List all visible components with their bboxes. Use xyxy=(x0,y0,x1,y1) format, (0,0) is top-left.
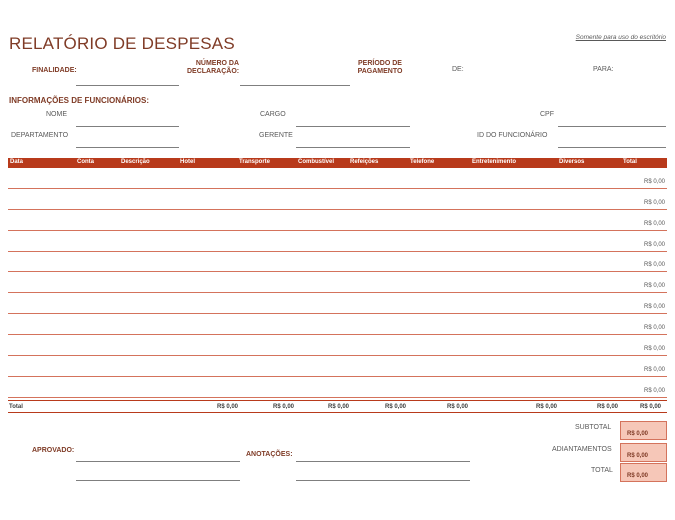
table-row[interactable] xyxy=(8,252,667,273)
total-label: TOTAL xyxy=(591,467,613,474)
payment-period-label-1: PERÍODO DE xyxy=(358,60,402,67)
approved-label: APROVADO: xyxy=(32,447,75,454)
subtotal-value: R$ 0,00 xyxy=(627,431,649,437)
col-meals: Refeições xyxy=(350,159,379,165)
total-grand: R$ 0,00 xyxy=(640,403,662,410)
row-total: R$ 0,00 xyxy=(643,178,665,185)
table-row[interactable] xyxy=(8,335,667,356)
name-field[interactable] xyxy=(76,126,179,127)
subtotal-label: SUBTOTAL xyxy=(575,424,612,431)
total-hotel: R$ 0,00 xyxy=(217,403,239,410)
table-row[interactable] xyxy=(8,210,667,231)
position-label: CARGO xyxy=(260,111,286,118)
totals-label: Total xyxy=(9,403,23,410)
approved-field-1[interactable] xyxy=(76,461,240,462)
table-row[interactable] xyxy=(8,314,667,335)
col-description: Descrição xyxy=(121,159,150,165)
total-entertainment: R$ 0,00 xyxy=(536,403,558,410)
subtotal-box xyxy=(620,421,667,440)
total-fuel: R$ 0,00 xyxy=(328,403,350,410)
total-transport: R$ 0,00 xyxy=(273,403,295,410)
col-hotel: Hotel xyxy=(180,159,195,165)
total-meals: R$ 0,00 xyxy=(385,403,407,410)
table-row[interactable] xyxy=(8,293,667,314)
declaration-number-field[interactable] xyxy=(240,85,350,86)
col-transport: Transporte xyxy=(239,159,271,165)
purpose-field[interactable] xyxy=(76,85,179,86)
col-account: Conta xyxy=(77,159,94,165)
table-row[interactable] xyxy=(8,377,667,398)
notes-field-2[interactable] xyxy=(296,480,470,481)
table-row[interactable] xyxy=(8,189,667,210)
employee-id-field[interactable] xyxy=(558,147,666,148)
row-total: R$ 0,00 xyxy=(643,346,665,353)
period-to-label: PARA: xyxy=(593,66,614,73)
payment-period-label-2: PAGAMENTO xyxy=(357,68,403,75)
table-row[interactable] xyxy=(8,272,667,293)
advances-value: R$ 0,00 xyxy=(627,453,649,459)
row-total: R$ 0,00 xyxy=(643,366,665,373)
manager-field[interactable] xyxy=(296,147,410,148)
row-total: R$ 0,00 xyxy=(643,325,665,332)
total-phone: R$ 0,00 xyxy=(447,403,469,410)
col-fuel: Combustível xyxy=(298,159,335,165)
row-total: R$ 0,00 xyxy=(643,304,665,311)
table-row[interactable] xyxy=(8,356,667,377)
table-row[interactable] xyxy=(8,168,667,189)
row-total: R$ 0,00 xyxy=(643,241,665,248)
advances-label: ADIANTAMENTOS xyxy=(552,446,612,453)
office-use-note: Somente para uso do escritório xyxy=(575,34,666,41)
row-total: R$ 0,00 xyxy=(643,387,665,394)
approved-field-2[interactable] xyxy=(76,480,240,481)
notes-field-1[interactable] xyxy=(296,461,470,462)
page-title: RELATÓRIO DE DESPESAS xyxy=(9,34,235,53)
col-phone: Telefone xyxy=(410,159,435,165)
total-misc: R$ 0,00 xyxy=(597,403,619,410)
totals-row xyxy=(8,400,667,413)
total-box xyxy=(620,463,667,482)
declaration-number-label-1: NÚMERO DA xyxy=(195,60,239,67)
row-total: R$ 0,00 xyxy=(643,283,665,290)
cpf-field[interactable] xyxy=(558,126,666,127)
employee-section-title: INFORMAÇÕES DE FUNCIONÁRIOS: xyxy=(9,96,149,105)
expense-table xyxy=(8,158,667,413)
employee-id-label: ID DO FUNCIONÁRIO xyxy=(477,132,548,139)
col-misc: Diversos xyxy=(559,159,585,165)
period-from-label: DE: xyxy=(452,66,464,73)
col-entertainment: Entretenimento xyxy=(472,159,517,165)
row-total: R$ 0,00 xyxy=(643,262,665,269)
col-total: Total xyxy=(623,159,637,165)
col-date: Data xyxy=(10,159,24,165)
name-label: NOME xyxy=(46,111,67,118)
cpf-label: CPF xyxy=(540,111,554,118)
advances-box[interactable] xyxy=(620,443,667,462)
position-field[interactable] xyxy=(296,126,410,127)
row-total: R$ 0,00 xyxy=(643,199,665,206)
notes-label: ANOTAÇÕES: xyxy=(246,451,293,458)
department-label: DEPARTAMENTO xyxy=(11,132,69,139)
total-value: R$ 0,00 xyxy=(627,473,649,479)
declaration-number-label-2: DECLARAÇÃO: xyxy=(187,68,240,75)
manager-label: GERENTE xyxy=(259,132,293,139)
table-header xyxy=(8,158,667,168)
table-row[interactable] xyxy=(8,231,667,252)
department-field[interactable] xyxy=(76,147,179,148)
purpose-label: FINALIDADE: xyxy=(32,67,77,74)
row-total: R$ 0,00 xyxy=(643,220,665,227)
